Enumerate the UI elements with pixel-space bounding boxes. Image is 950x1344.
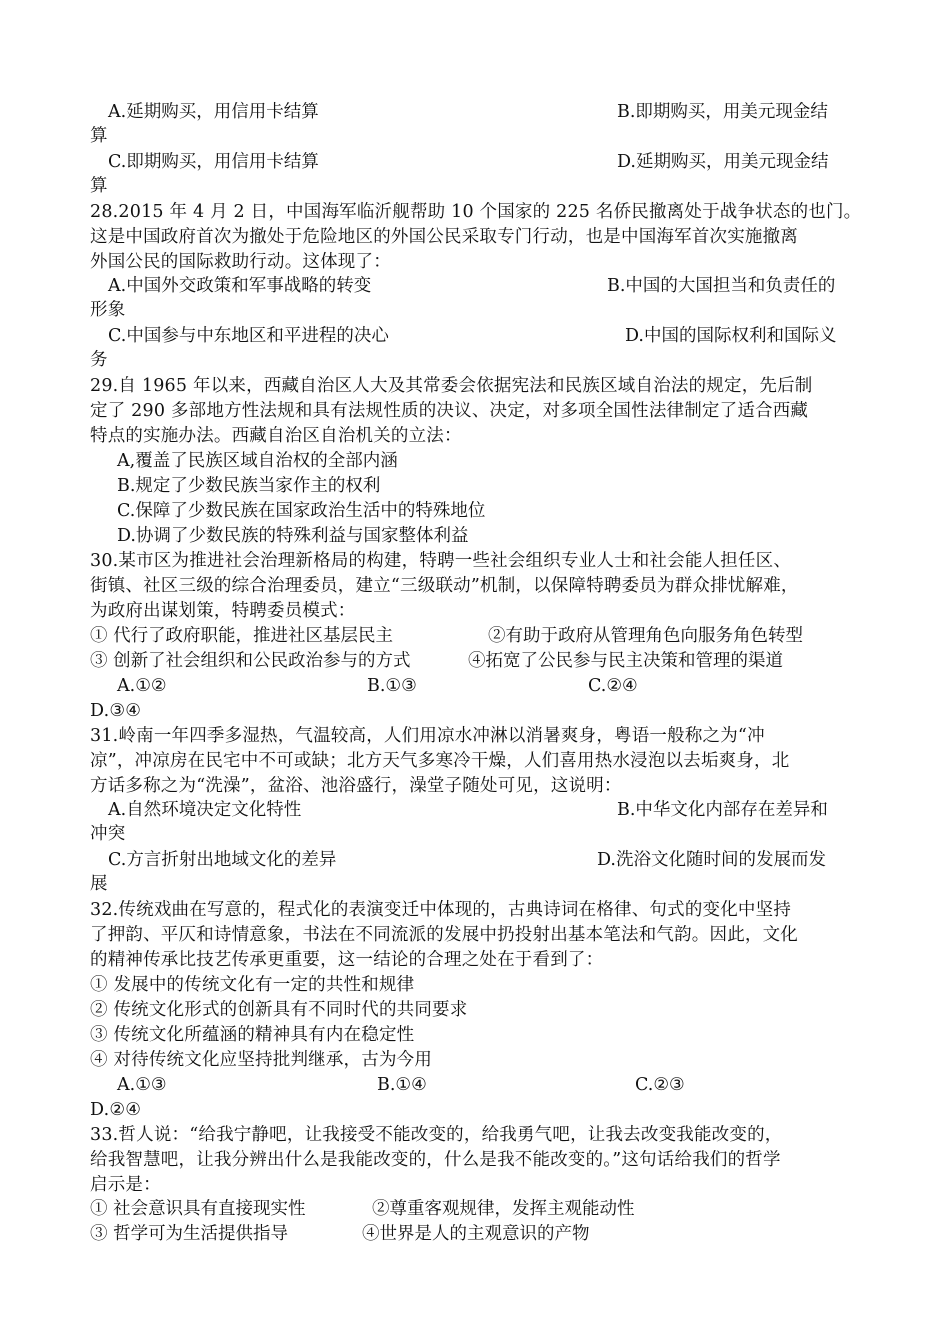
q27-option-d: D.延期购买，用美元现金结	[617, 152, 829, 172]
q30-option-a: A.①②	[117, 676, 167, 696]
q28-option-d: D.中国的国际权利和国际义	[625, 326, 837, 346]
q28-option-d-wrap: 务	[90, 350, 108, 370]
q32-option-a: A.①③	[117, 1075, 167, 1095]
q29-option-b: B.规定了少数民族当家作主的权利	[117, 476, 381, 496]
q30-item-3: ③ 创新了社会组织和公民政治参与的方式	[90, 651, 411, 671]
q30-stem-line-1: 30.某市区为推进社会治理新格局的构建，特聘一些社会组织专业人士和社会能人担任区、	[90, 551, 792, 571]
q27-option-b: B.即期购买，用美元现金结	[617, 102, 828, 122]
q33-item-4: ④世界是人的主观意识的产物	[362, 1224, 590, 1244]
q31-stem-line-2: 凉”，冲凉房在民宅中不可或缺；北方天气多寒冷干燥，人们喜用热水浸泡以去垢爽身，北	[90, 751, 790, 771]
q28-stem-line-1: 28.2015 年 4 月 2 日，中国海军临沂舰帮助 10 个国家的 225 名侨民撤离处于战争状态的也门。	[90, 202, 862, 222]
q32-item-2: ② 传统文化形式的创新具有不同时代的共同要求	[90, 1000, 468, 1020]
q29-stem-line-1: 29.自 1965 年以来，西藏自治区人大及其常委会依据宪法和民族区域自治法的规定，先后制	[90, 376, 813, 396]
q27-option-b-wrap: 算	[90, 126, 108, 146]
q33-item-3: ③ 哲学可为生活提供指导	[90, 1224, 289, 1244]
q33-stem-line-3: 启示是：	[90, 1175, 161, 1195]
q31-option-c: C.方言折射出地域文化的差异	[108, 850, 337, 870]
q33-item-2: ②尊重客观规律，发挥主观能动性	[372, 1199, 635, 1219]
q33-item-1: ① 社会意识具有直接现实性	[90, 1199, 306, 1219]
q31-option-a: A.自然环境决定文化特性	[108, 800, 302, 820]
q32-stem-line-1: 32.传统戏曲在写意的，程式化的表演变迁中体现的，古典诗词在格律、句式的变化中坚持	[90, 900, 792, 920]
q29-option-c: C.保障了少数民族在国家政治生活中的特殊地位	[117, 501, 486, 521]
q30-item-4: ④拓宽了公民参与民主决策和管理的渠道	[468, 651, 783, 671]
q32-option-b: B.①④	[377, 1075, 427, 1095]
q30-item-2: ②有助于政府从管理角色向服务角色转型	[488, 626, 803, 646]
q28-option-a: A.中国外交政策和军事战略的转变	[108, 276, 372, 296]
q32-item-3: ③ 传统文化所蕴涵的精神具有内在稳定性	[90, 1025, 415, 1045]
q32-stem-line-2: 了押韵、平仄和诗情意象，书法在不同流派的发展中扔投射出基本笔法和气韵。因此，文化	[90, 925, 798, 945]
q31-stem-line-1: 31.岭南一年四季多湿热，气温较高，人们用凉水冲淋以消暑爽身，粤语一般称之为“冲	[90, 726, 765, 746]
q32-item-1: ① 发展中的传统文化有一定的共性和规律	[90, 975, 415, 995]
q29-option-a: A,覆盖了民族区域自治权的全部内涵	[117, 451, 398, 471]
q27-option-c: C.即期购买，用信用卡结算	[108, 152, 319, 172]
q31-stem-line-3: 方话多称之为“洗澡”，盆浴、池浴盛行，澡堂子随处可见，这说明：	[90, 776, 622, 796]
q29-stem-line-2: 定了 290 多部地方性法规和具有法规性质的决议、决定，对多项全国性法律制定了适合西藏	[90, 401, 809, 421]
q33-stem-line-1: 33.哲人说：“给我宁静吧，让我接受不能改变的，给我勇气吧，让我去改变我能改变的，	[90, 1125, 783, 1145]
q28-option-b-wrap: 形象	[90, 300, 126, 320]
q28-stem-line-2: 这是中国政府首次为撤处于危险地区的外国公民采取专门行动，也是中国海军首次实施撤离	[90, 227, 798, 247]
q31-option-b: B.中华文化内部存在差异和	[617, 800, 828, 820]
q31-option-d-wrap: 展	[90, 874, 108, 894]
q28-stem-line-3: 外国公民的国际救助行动。这体现了：	[90, 252, 391, 272]
q30-stem-line-3: 为政府出谋划策，特聘委员模式：	[90, 601, 356, 621]
q32-item-4: ④ 对待传统文化应坚持批判继承，古为今用	[90, 1050, 433, 1070]
q30-option-b: B.①③	[367, 676, 417, 696]
q33-stem-line-2: 给我智慧吧，让我分辨出什么是我能改变的，什么是我不能改变的。”这句话给我们的哲学	[90, 1150, 781, 1170]
q27-option-a: A.延期购买，用信用卡结算	[108, 102, 319, 122]
q32-option-c: C.②③	[635, 1075, 685, 1095]
q29-option-d: D.协调了少数民族的特殊利益与国家整体利益	[117, 526, 469, 546]
q30-item-1: ① 代行了政府职能，推进社区基层民主	[90, 626, 394, 646]
q27-option-d-wrap: 算	[90, 176, 108, 196]
q31-option-b-wrap: 冲突	[90, 824, 126, 844]
q31-option-d: D.洗浴文化随时间的发展而发	[597, 850, 826, 870]
q30-option-d: D.③④	[90, 701, 142, 721]
q32-option-d: D.②④	[90, 1100, 142, 1120]
q29-stem-line-3: 特点的实施办法。西藏自治区自治机关的立法：	[90, 426, 462, 446]
q30-stem-line-2: 街镇、社区三级的综合治理委员，建立“三级联动”机制，以保障特聘委员为群众排忧解难，	[90, 576, 799, 596]
q30-option-c: C.②④	[588, 676, 638, 696]
q32-stem-line-3: 的精神传承比技艺传承更重要，这一结论的合理之处在于看到了：	[90, 950, 604, 970]
q28-option-c: C.中国参与中东地区和平进程的决心	[108, 326, 389, 346]
q28-option-b: B.中国的大国担当和负责任的	[607, 276, 836, 296]
